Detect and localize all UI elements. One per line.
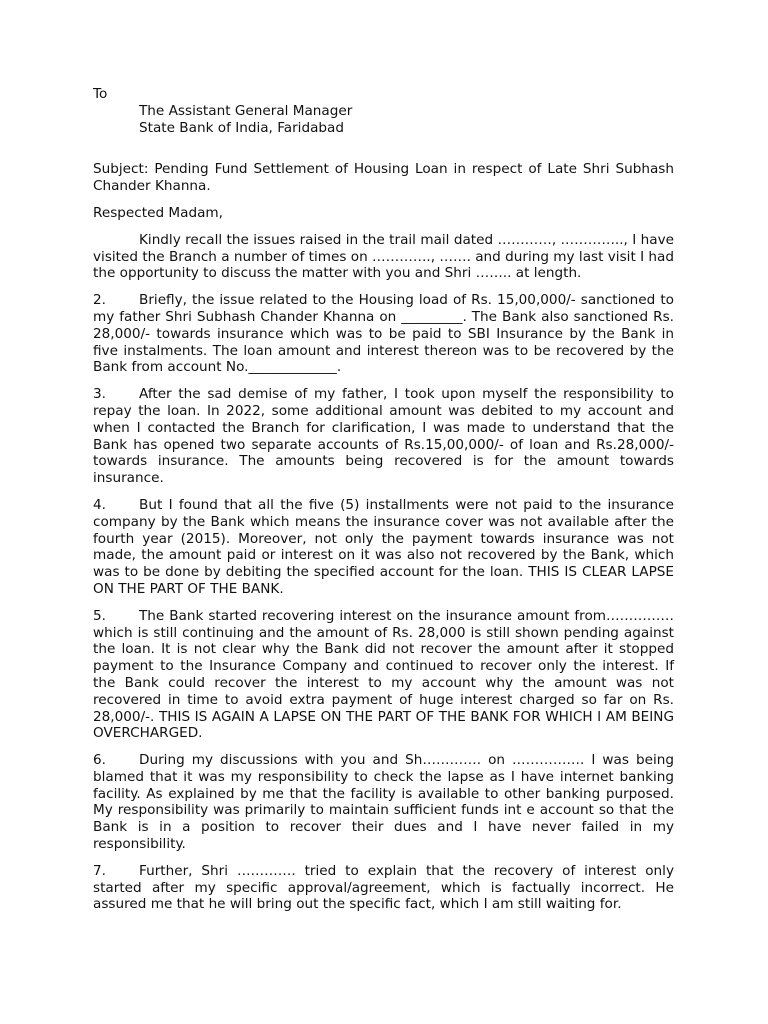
paragraph-number: 5. (93, 607, 106, 624)
paragraph-text: But I found that all the five (5) installments were not paid to the insurance company by the Bank which means the insurance cover was not available after the fourth year (2015). Moreover, not only the payment towards insurance was not made, the amount paid or interest on it was also not recovered by the Bank, which was to be done by debiting the specified account for the loan. THIS IS CLEAR LAPSE ON THE PART OF THE BANK. (93, 496, 674, 597)
paragraph-text: During my discussions with you and Sh…………. on ……………. I was being blamed that it was my responsibility to check the lapse as I have internet banking facility. As explained by me that the facility is available to other banking purposed. My responsibility was primarily to maintain sufficient funds int e account so that the Bank is in a position to recover their dues and I have never failed in my responsibility. (93, 752, 674, 853)
paragraph-5 (93, 608, 674, 742)
paragraph-2 (93, 292, 674, 376)
paragraph-number: 2. (93, 292, 106, 309)
paragraph-7 (93, 863, 674, 913)
paragraph-number: 7. (93, 862, 106, 879)
intro-paragraph: Kindly recall the issues raised in the trail mail dated …………, ………….., I have visited the Branch a number of times on …………., ……. and during my last visit I had the opportunity to discuss the matter with you and Shri …….. at length. (93, 231, 674, 282)
paragraph-number: 3. (93, 386, 106, 403)
paragraph-6 (93, 752, 674, 853)
paragraph-text: Further, Shri …………. tried to explain that the recovery of interest only started after my specific approval/agreement, which is factually incorrect. He assured me that he will bring out the specific fact, which I am still waiting for. (93, 862, 674, 913)
paragraph-text: The Bank started recovering interest on the insurance amount from…………… which is still continuing and the amount of Rs. 28,000 is still shown pending against the loan. It is not clear why the Bank did not recover the amount after it stopped payment to the Insurance Company and continued to recover only the interest. If the Bank could recover the interest to my account why the amount was not recovered in time to avoid extra payment of huge interest charged so far on Rs. 28,000/-. THIS IS AGAIN A LAPSE ON THE PART OF THE BANK FOR WHICH I AM BEING OVERCHARGED. (93, 607, 674, 742)
paragraph-number: 6. (93, 752, 106, 769)
recipient-organization: State Bank of India, Faridabad (139, 119, 345, 136)
letter-page (93, 86, 674, 913)
paragraph-number: 4. (93, 496, 106, 513)
paragraph-text: Briefly, the issue related to the Housing load of Rs. 15,00,000/- sanctioned to my father Shri Subhash Chander Khanna on _________. The Bank also sanctioned Rs. 28,000/- towards insurance which was to be paid to SBI Insurance by the Bank in five instalments. The loan amount and interest thereon was to be recovered by the Bank from account No._____________. (93, 292, 674, 376)
subject-line: Subject: Pending Fund Settlement of Housing Loan in respect of Late Shri Subhash Chander Khanna. (93, 161, 674, 195)
paragraph-4 (93, 497, 674, 598)
paragraph-3 (93, 386, 674, 487)
to-label: To (93, 86, 108, 102)
salutation: Respected Madam, (93, 204, 223, 221)
paragraph-text: After the sad demise of my father, I took upon myself the responsibility to repay the loan. In 2022, some additional amount was debited to my account and when I contacted the Branch for clarification, I was made to understand that the Bank has opened two separate accounts of Rs.15,00,000/- of loan and Rs.28,000/- towards insurance. The amounts being recovered is for the amount towards insurance. (93, 386, 674, 487)
recipient-title: The Assistant General Manager (139, 102, 353, 119)
